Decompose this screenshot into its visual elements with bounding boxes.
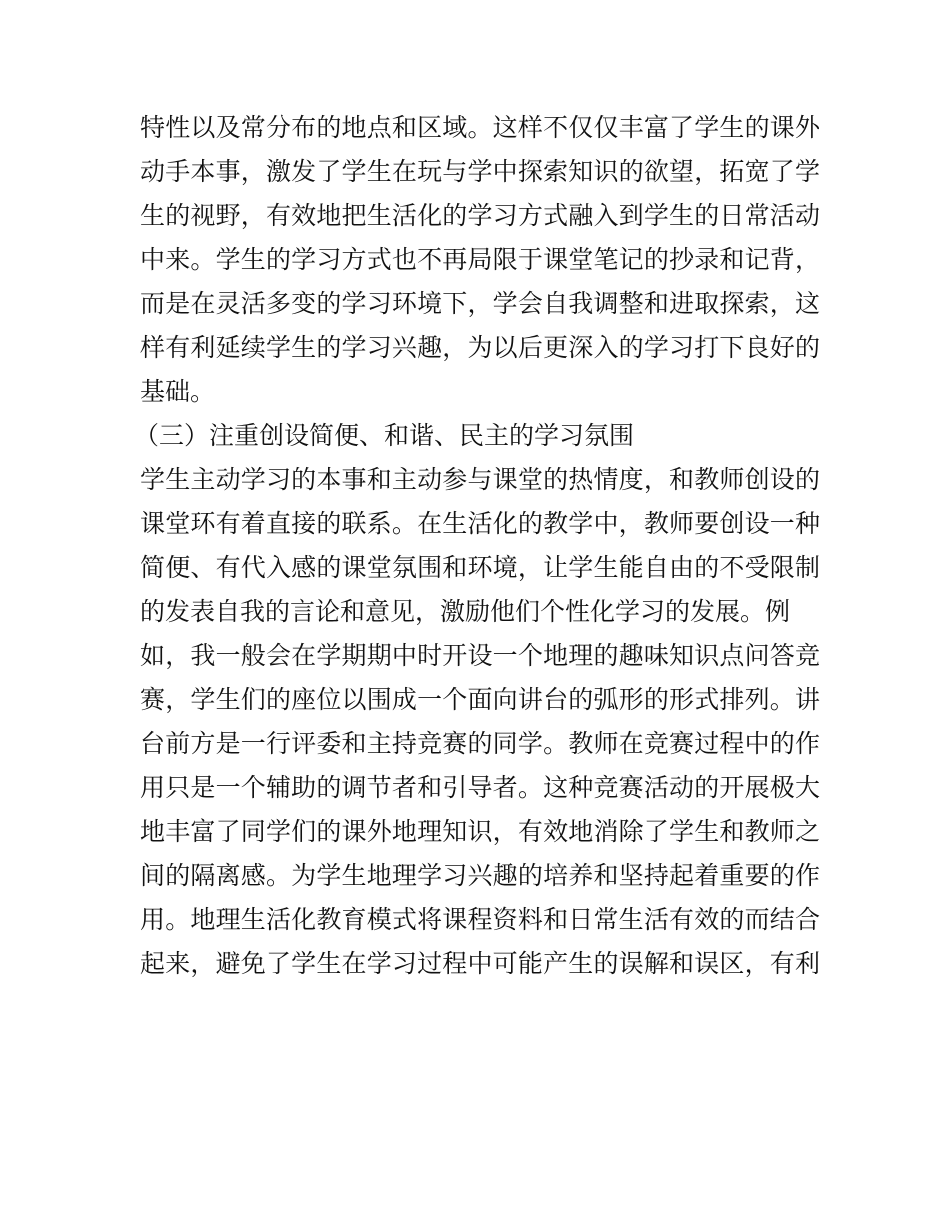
paragraph-line: 用。地理生活化教育模式将课程资料和日常生活有效的而结合 [140, 905, 820, 934]
paragraph-line: 地丰富了同学们的课外地理知识，有效地消除了学生和教师之 [140, 817, 820, 846]
paragraph-line: 起来，避免了学生在学习过程中可能产生的误解和误区，有利 [140, 949, 820, 978]
paragraph-line: 赛，学生们的座位以围成一个面向讲台的弧形的形式排列。讲 [140, 685, 820, 714]
paragraph-line: 样有利延续学生的学习兴趣，为以后更深入的学习打下良好的 [140, 333, 820, 362]
body-text [134, 106, 820, 986]
paragraph-line: 间的隔离感。为学生地理学习兴趣的培养和坚持起着重要的作 [140, 861, 820, 890]
paragraph-line: 简便、有代入感的课堂氛围和环境，让学生能自由的不受限制 [140, 553, 820, 582]
paragraph-line: 基础。 [140, 377, 216, 406]
paragraph-line: 台前方是一行评委和主持竞赛的同学。教师在竞赛过程中的作 [140, 729, 820, 758]
paragraph-line: 如，我一般会在学期期中时开设一个地理的趣味知识点问答竞 [140, 641, 820, 670]
section-heading: （三）注重创设简便、和谐、民主的学习氛围 [134, 421, 635, 450]
paragraph-line: 中来。学生的学习方式也不再局限于课堂笔记的抄录和记背， [140, 245, 820, 274]
paragraph-line: 学生主动学习的本事和主动参与课堂的热情度，和教师创设的 [140, 465, 820, 494]
paragraph-line: 用只是一个辅助的调节者和引导者。这种竞赛活动的开展极大 [140, 773, 820, 802]
paragraph-line: 的发表自我的言论和意见，激励他们个性化学习的发展。例 [140, 597, 791, 626]
paragraph-line: 生的视野，有效地把生活化的学习方式融入到学生的日常活动 [140, 201, 820, 230]
paragraph-line: 课堂环有着直接的联系。在生活化的教学中，教师要创设一种 [140, 509, 820, 538]
paragraph-line: 特性以及常分布的地点和区域。这样不仅仅丰富了学生的课外 [140, 113, 820, 142]
paragraph-line: 而是在灵活多变的学习环境下，学会自我调整和进取探索，这 [140, 289, 820, 318]
paragraph-line: 动手本事，激发了学生在玩与学中探索知识的欲望，拓宽了学 [140, 157, 820, 186]
